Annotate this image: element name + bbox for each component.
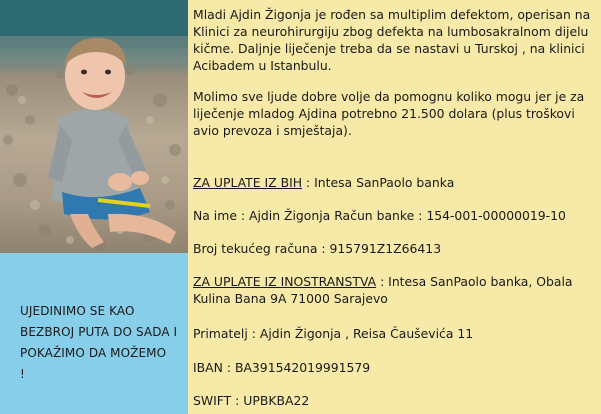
slogan-line-2: BEZBROJ PUTA DO SADA I — [20, 325, 178, 339]
slogan-line-4: ! — [20, 367, 25, 381]
abroad-iban-line: IBAN : BA391542019991579 — [193, 360, 371, 375]
abroad-recipient-line: Primatelj : Ajdin Žigonja , Reisa Čauševića 11 — [193, 326, 474, 341]
slogan-line-3: POKAŽIMO DA MOŽEMO — [20, 346, 167, 360]
slogan-panel — [0, 253, 188, 414]
intro-paragraph-1: Mladi Ajdin Žigonja je rođen sa multiplim defektom, operisan na Klinici za neurohirurgiju zbog defekta na lumbosakralnom dijelu kičme. Daljnje liječenje treba da se nastavi u Turskoj , na klinici Acibadem u Istanbulu. — [193, 7, 591, 73]
bih-heading: ZA UPLATE IZ BIH — [193, 175, 303, 190]
child-photo — [0, 0, 188, 253]
abroad-bank-line — [193, 273, 593, 307]
child-photo-illustration — [0, 0, 188, 253]
intro-paragraph-2: Molimo sve ljude dobre volje da pomognu koliko mogu jer je za liječenje mladog Ajdina potrebno 21.500 dolara (plus troškovi avio prevoza i smještaja). — [193, 89, 585, 138]
bih-account-line: Broj tekućeg računa : 915791Z1Z66413 — [193, 241, 442, 256]
appeal-text — [193, 6, 595, 139]
bih-bank-line — [193, 174, 454, 191]
abroad-heading: ZA UPLATE IZ INOSTRANSTVA — [193, 274, 377, 289]
bih-name-line: Na ime : Ajdin Žigonja Račun banke : 154-001-00000019-10 — [193, 208, 566, 223]
bih-bank: : Intesa SanPaolo banka — [302, 175, 455, 190]
abroad-swift-line: SWIFT : UPBKBA22 — [193, 393, 310, 408]
slogan-line-1: UJEDINIMO SE KAO — [20, 304, 135, 318]
abroad-bank: : Intesa SanPaolo banka, Obala Kulina Bana 9A 71000 Sarajevo — [193, 274, 573, 306]
